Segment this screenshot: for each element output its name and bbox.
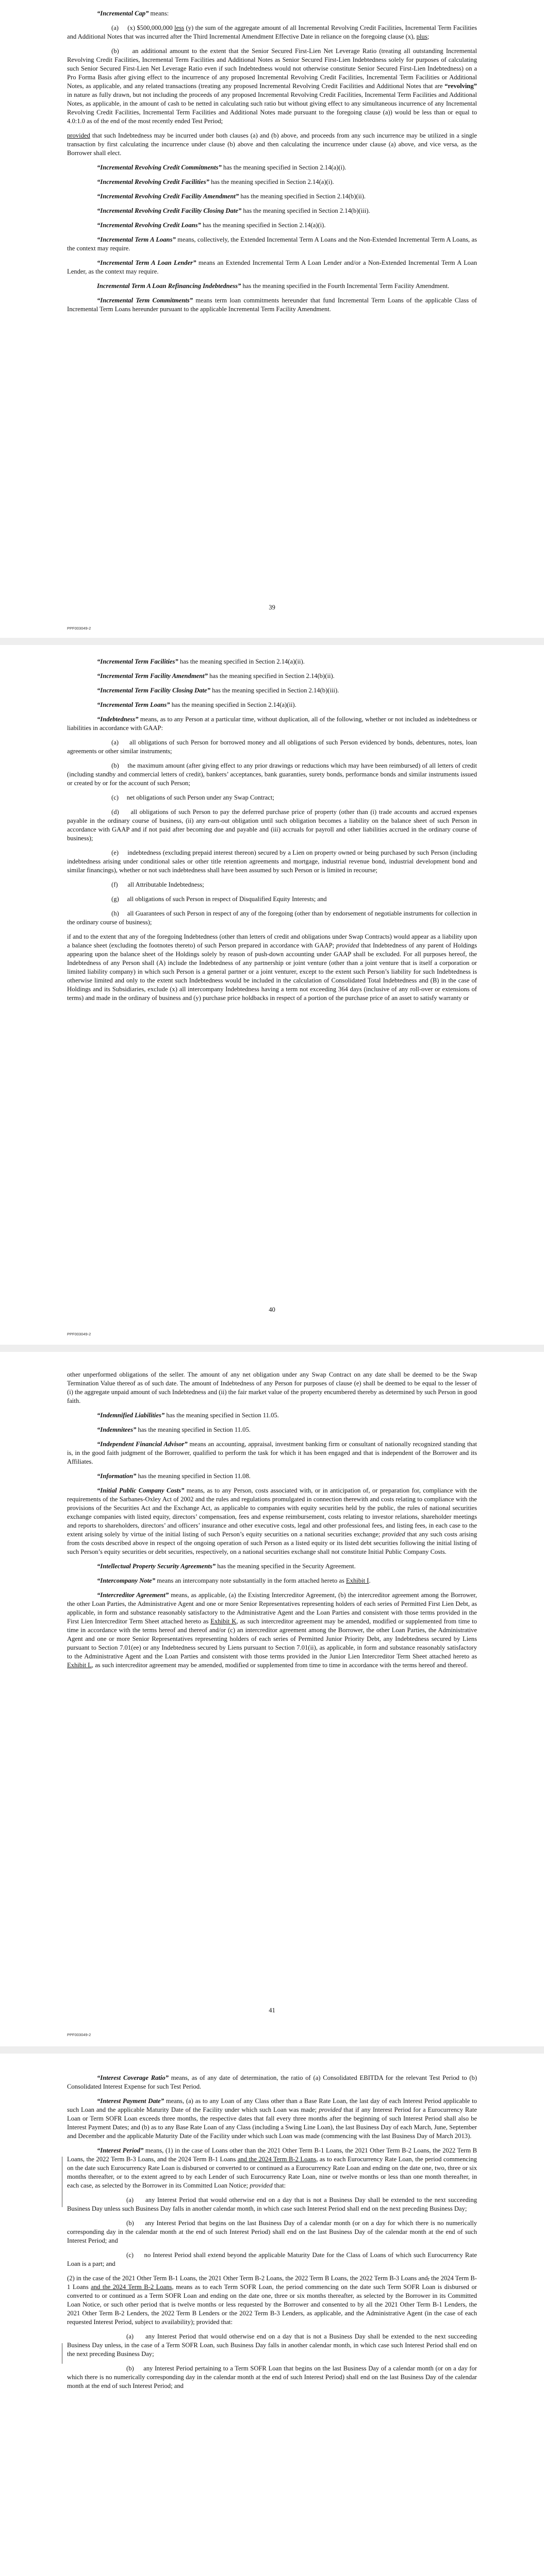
paragraph: “Intercompany Note” means an intercompany note substantially in the form attached hereto as Exhibit I. — [97, 1577, 371, 1584]
page-number: 41 — [269, 2007, 275, 2014]
paragraph: “Incremental Cap” means: — [97, 10, 169, 17]
paragraph: (b) any Interest Period pertaining to a Term SOFR Loan that begins on the last Business Day of a calendar month (or on a day for which there is no numerically corresponding day in the calendar month at the end of such Interest Period) shall end on the last Business Day of the calendar month at the end of such Interest Period; and — [67, 2365, 477, 2389]
page-separator — [0, 2046, 544, 2054]
paragraph: “Incremental Revolving Credit Loans” has the meaning specified in Section 2.14(a)(i). — [97, 222, 326, 229]
document-id: PPF003049-2 — [67, 2032, 91, 2037]
paragraph: “Incremental Term Loans” has the meaning specified in Section 2.14(a)(ii). — [97, 701, 296, 708]
paragraph: provided that such Indebtedness may be incurred under both clauses (a) and (b) above, and proceeds from any such incurrence may be utilized in a single transaction by first calculating the incurrence under clause (b) above and then calculating the incurrence under clause (a) above, and vice versa, as the Borrower shall elect. — [67, 132, 477, 157]
paragraph: “Indemnitees” has the meaning specified in Section 11.05. — [97, 1426, 251, 1433]
paragraph: (a) all obligations of such Person for borrowed money and all obligations of such Person evidenced by bonds, debentures, notes, loan agreements or other similar instruments; — [67, 739, 477, 755]
paragraph: “Incremental Term Facility Closing Date” has the meaning specified in Section 2.14(b)(iii). — [97, 687, 339, 694]
paragraph: (c) no Interest Period shall extend beyond the applicable Maturity Date for the Class of Loans of which such Eurocurrency Rate Loan is a part; and — [67, 2251, 477, 2267]
page-separator — [0, 1345, 544, 1352]
paragraph: (d) all obligations of such Person to pay the deferred purchase price of property (other than (i) trade accounts and accrued expenses payable in the ordinary course of business, (ii) any earn-out obligation until such obligation becomes a liability on the balance sheet of such Person in accordance with GAAP and if not paid after becoming due and payable and (iii) accruals for payroll and other liabilities accrued in the ordinary course of business); — [67, 808, 477, 842]
page-number: 40 — [269, 1306, 275, 1313]
paragraph: “Incremental Term Facility Amendment” has the meaning specified in Section 2.14(b)(ii). — [97, 672, 335, 680]
paragraph: (b) the maximum amount (after giving effect to any prior drawings or reductions which may have been reimbursed) of all letters of credit (including standby and commercial letters of credit), bankers’ acceptances, bank guaranties, surety bonds, performance bonds and similar instruments issued or created by or for the account of such Person; — [67, 762, 477, 787]
paragraph: if and to the extent that any of the foregoing Indebtedness (other than letters of credit and obligations under Swap Contracts) would appear as a liability upon a balance sheet (excluding the footnotes thereto) of such Person prepared in accordance with GAAP; provided that Indebtedness of any parent of Holdings appearing upon the balance sheet of the Holdings solely by reason of push-down accounting under GAAP shall be excluded. For all purposes hereof, the Indebtedness of any Person shall (A) include the Indebtedness of any partnership or joint venture (other than a joint venture that is itself a corporation or limited liability company) in which such Person is a general partner or a joint venturer, except to the extent such Person’s liability for such Indebtedness is otherwise limited and only to the extent such Indebtedness would be included in the calculation of Consolidated Total Indebtedness and (B) in the case of Holdings and its Subsidiaries, exclude (x) all intercompany Indebtedness having a term not exceeding 364 days (inclusive of any roll-over or extensions of terms) and made in the ordinary of business and (y) purchase price holdbacks in respect of a portion of the purchase price of an asset to satisfy warranty or — [67, 933, 477, 1002]
page-number: 39 — [269, 604, 275, 611]
paragraph: “Incremental Term A Loan Lender” means an Extended Incremental Term A Loan Lender and/or a Non-Extended Incremental Term A Loan Lender, as the context may require. — [67, 259, 477, 275]
paragraph: “Incremental Term Commitments” means term loan commitments hereunder that fund Incremental Term Loans of the applicable Class of Incremental Term Loans hereunder pursuant to the applicable Incremental Term Facility Amendment. — [67, 297, 477, 313]
paragraph: (a) any Interest Period that would otherwise end on a day that is not a Business Day shall be extended to the next succeeding Business Day unless, in the case of a Term SOFR Loan, such Business Day falls in another calendar month, in which case such Interest Period shall end on the next preceding Business Day; — [67, 2333, 477, 2358]
paragraph: Incremental Term A Loan Refinancing Indebtedness” has the meaning specified in the Fourth Incremental Term Facility Amendment. — [97, 282, 450, 290]
paragraph: “Intercreditor Agreement” means, as applicable, (a) the Existing Intercreditor Agreement, (b) the intercreditor agreement among the Borrower, the other Loan Parties, the Administrative Agent and one or more Senior Representatives representing holders of each series of Permitted First Lien Debt, as applicable, in form and substance reasonably satisfactory to the Administrative Agent and the Loan Parties and consistent with those terms provided in the First Lien Intercreditor Term Sheet attached hereto as Exhibit K, as such intercreditor agreement may be amended, modified or supplemented from time to time in accordance with the terms hereof and thereof and/or (c) an intercreditor agreement among the Borrower, the other Loan Parties, the Administrative Agent and one or more Senior Representatives representing holders of each series of Permitted Junior Priority Debt, any Indebtedness secured by Liens pursuant to Section 7.01(ee) or any Indebtedness secured by Liens pursuant to Section 7.01(ii), as applicable, in form and substance reasonably satisfactory to the Administrative Agent and the Loan Parties and consistent with those terms provided in the Junior Lien Intercreditor Term Sheet attached hereto as Exhibit L, as such intercreditor agreement may be amended, modified or supplemented from time to time in accordance with the terms hereof and thereof. — [67, 1591, 477, 1669]
page-42 — [0, 2074, 544, 2396]
paragraph: (c) net obligations of such Person under any Swap Contract; — [111, 794, 274, 801]
paragraph: (f) all Attributable Indebtedness; — [111, 881, 204, 888]
paragraph: (b) any Interest Period that begins on the last Business Day of a calendar month (or on a day for which there is no numerically corresponding day in the calendar month at the end of such Interest Period) shall end on the last Business Day of the calendar month at the end of such Interest Period; and — [67, 2219, 477, 2244]
paragraph: “Interest Payment Date” means, (a) as to any Loan of any Class other than a Base Rate Loan, the last day of each Interest Period applicable to such Loan and the applicable Maturity Date of the Facility under which such Loan was made; provided that if any Interest Period for a Eurocurrency Rate Loan or Term SOFR Loan exceeds three months, the respective dates that fall every three months after the beginning of such Interest Period shall also be Interest Payment Dates; and (b) as to any Base Rate Loan of any Class (including a Swing Line Loan), the last Business Day of each March, June, September and December and the applicable Maturity Date of the Facility under which such Loan was made (commencing with the last Business Day of March 2013). — [67, 2097, 477, 2140]
page-41 — [0, 1370, 544, 1675]
paragraph: “Intellectual Property Security Agreements” has the meaning specified in the Security Agreement. — [97, 1563, 356, 1570]
paragraph: “Initial Public Company Costs” means, as to any Person, costs associated with, or in anticipation of, or preparation for, compliance with the requirements of the Sarbanes-Oxley Act of 2002 and the rules and regulations promulgated in connection therewith and costs relating to compliance with the provisions of the Securities Act and the Exchange Act, as applicable to companies with equity securities held by the public, the rules of national securities exchange companies with listed equity, directors’ compensation, fees and expense reimbursement, costs relating to investor relations, shareholder meetings and reports to shareholders, directors’ and officers’ insurance and other executive costs, legal and other professional fees, and listing fees, in each case to the extent arising solely by virtue of the initial listing of such Person’s equity securities on a national securities exchange; provided that any such costs arising from the costs described above in respect of the ongoing operation of such Person as a listed equity or its listed debt securities following the initial listing of such Person’s equity securities or debt securities, respectively, on a national securities exchange shall not constitute Initial Public Company Costs. — [67, 1487, 477, 1555]
paragraph: (a) any Interest Period that would otherwise end on a day that is not a Business Day shall be extended to the next succeeding Business Day unless such Business Day falls in another calendar month, in which case such Interest Period shall end on the next preceding Business Day; — [67, 2196, 477, 2212]
paragraph: “Incremental Revolving Credit Facilities” has the meaning specified in Section 2.14(a)(i). — [97, 178, 334, 185]
paragraph: (e) indebtedness (excluding prepaid interest thereon) secured by a Lien on property owned or being purchased by such Person (including indebtedness arising under conditional sales or other title retention agreements and mortgage, industrial revenue bond, industrial development bond and similar financings), whether or not such indebtedness shall have been assumed by such Person or is limited in recourse; — [67, 849, 477, 874]
paragraph: “Indebtedness” means, as to any Person at a particular time, without duplication, all of the following, whether or not included as indebtedness or liabilities in accordance with GAAP: — [67, 716, 477, 732]
document-id: PPF003049-2 — [67, 626, 91, 631]
paragraph: “Interest Coverage Ratio” means, as of any date of determination, the ratio of (a) Consolidated EBITDA for the relevant Test Period to (b) Consolidated Interest Expense for such Test Period. — [67, 2074, 477, 2090]
paragraph: (2) in the case of the 2021 Other Term B-1 Loans, the 2021 Other Term B-2 Loans, the 2022 Term B Loans, the 2022 Term B-3 Loans and, the 2024 Term B-1 Loans and the 2024 Term B-2 Loans, means as to each Term SOFR Loan, the period commencing on the date such Term SOFR Loan is disbursed or converted to or continued as a Term SOFR Loan and ending on the date one, three or six months thereafter, as selected by the Borrower in its Committed Loan Notice, or such other period that is twelve months or less requested by the Borrower and consented to by all the 2021 Other Term B-1 Lenders, the 2021 Other Term B-2 Lenders, the 2022 Term B Lenders or the 2022 Term B-3 Lenders, as applicable, and the Administrative Agent (in the case of each requested Interest Period, subject to availability); provided that: — [67, 2275, 477, 2326]
document-id: PPF003049-2 — [67, 1332, 91, 1336]
page-separator — [0, 638, 544, 645]
page-39 — [0, 9, 544, 319]
paragraph: “Information” has the meaning specified in Section 11.08. — [97, 1472, 251, 1480]
paragraph: “Indemnified Liabilities” has the meaning specified in Section 11.05. — [97, 1412, 279, 1419]
paragraph: (g) all obligations of such Person in respect of Disqualified Equity Interests; and — [111, 895, 327, 903]
paragraph: “Incremental Term A Loans” means, collectively, the Extended Incremental Term A Loans and the Non-Extended Incremental Term A Loans, as the context may require. — [67, 236, 477, 252]
page-40 — [0, 657, 544, 1008]
paragraph: (b) an additional amount to the extent that the Senior Secured First-Lien Net Leverage Ratio (treating all outstanding Incremental Revolving Credit Facilities, Incremental Term Facilities and Additional Notes as Senior Secured First-Lien Indebtedness solely for purposes of calculating such Senior Secured First-Lien Net Leverage Ratio even if such Indebtedness would not otherwise constitute Senior Secured First-Lien Indebtedness) on a Pro Forma Basis after giving effect to the incurrence of any proposed Incremental Revolving Credit Facilities, Incremental Term Facilities or Additional Notes, as applicable, and any related transactions (treating any proposed Incremental Revolving Credit Facilities and Additional Notes that are “revolving” in nature as fully drawn, but not including the proceeds of any proposed Incremental Revolving Credit Facilities, Incremental Term Facilities and Additional Notes, as applicable, in the amount of cash to be netted in calculating such ratio but without giving effect to any simultaneous incurrence of any Incremental Revolving Credit Facilities, Incremental Term Facilities and Additional Notes made pursuant to the foregoing clause (a)) would be less than or equal to 4.0:1.0 as of the end of the most recently ended Test Period; — [67, 47, 477, 125]
paragraph: “Independent Financial Advisor” means an accounting, appraisal, investment banking firm or consultant of nationally recognized standing that is, in the good faith judgment of the Borrower, qualified to perform the task for which it has been engaged and that is independent of the Borrower and its Affiliates. — [67, 1440, 477, 1465]
paragraph: “Incremental Term Facilities” has the meaning specified in Section 2.14(a)(ii). — [97, 658, 305, 665]
paragraph: “Incremental Revolving Credit Facility Closing Date” has the meaning specified in Section 2.14(b)(iii). — [97, 207, 370, 214]
paragraph: “Incremental Revolving Credit Facility Amendment” has the meaning specified in Section 2.14(b)(ii). — [97, 193, 366, 200]
paragraph: “Incremental Revolving Credit Commitments” has the meaning specified in Section 2.14(a)(i). — [97, 164, 347, 171]
paragraph: other unperformed obligations of the seller. The amount of any net obligation under any Swap Contract on any date shall be deemed to be the Swap Termination Value thereof as of such date. The amount of Indebtedness of any Person for purposes of clause (e) shall be deemed to be equal to the lesser of (i) the aggregate unpaid amount of such Indebtedness and (ii) the fair market value of the property encumbered thereby as determined by such Person in good faith. — [67, 1371, 477, 1404]
paragraph: (h) all Guarantees of such Person in respect of any of the foregoing (other than by endorsement of negotiable instruments for collection in the ordinary course of business); — [67, 910, 477, 926]
paragraph: “Interest Period” means, (1) in the case of Loans other than the 2021 Other Term B-1 Loans, the 2021 Other Term B-2 Loans, the 2022 Term B Loans, the 2022 Term B-3 Loans, and the 2024 Term B-1 Loans and the 2024 Term B-2 Loans, as to each Eurocurrency Rate Loan, the period commencing on the date such Eurocurrency Rate Loan is disbursed or converted to or continued as a Eurocurrency Rate Loan and ending on the date one, two, three or six months thereafter, or to the extent agreed to by each Lender of such Eurocurrency Rate Loan, nine or twelve months or less than one month thereafter, in each case, as selected by the Borrower in its Committed Loan Notice; provided that: — [67, 2147, 477, 2189]
paragraph: (a) (x) $500,000,000 less (y) the sum of the aggregate amount of all Incremental Revolving Credit Facilities, Incremental Term Facilities and Additional Notes that was incurred after the Third Incremental Amendment Effective Date in reliance on the foregoing clause (x), plus; — [67, 24, 477, 40]
